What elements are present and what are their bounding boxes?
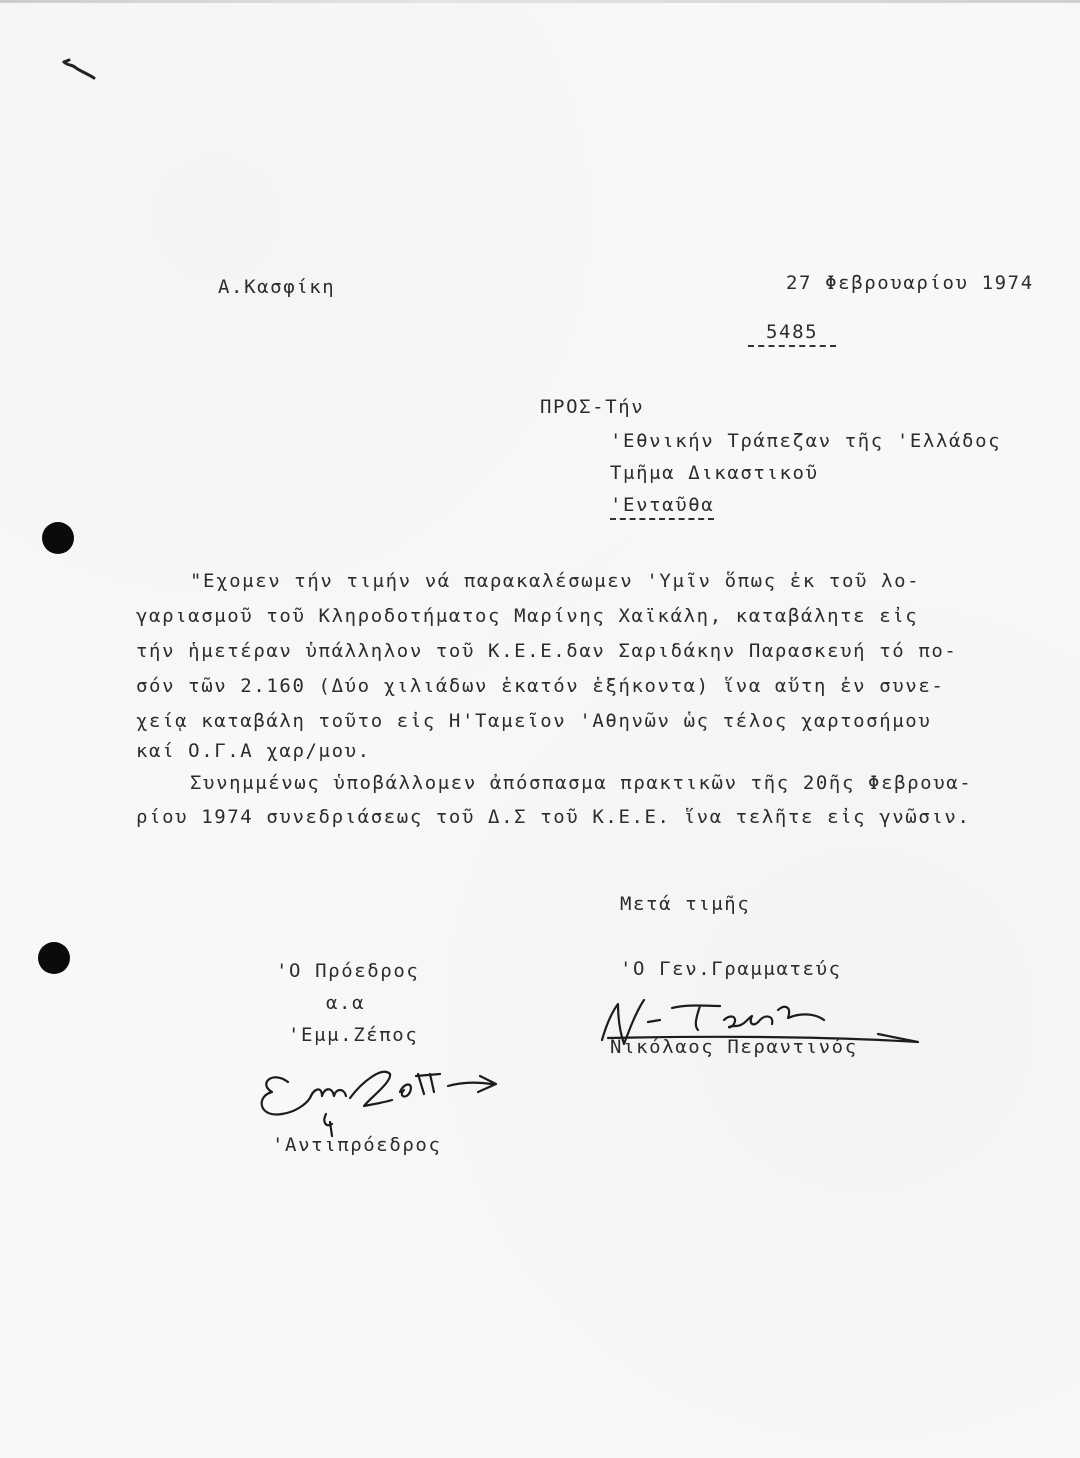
- recipient-location-value: 'Ενταῦθα: [610, 494, 714, 520]
- letter-date: 27 Φεβρουαρίου 1974: [786, 272, 1034, 294]
- reference-number: [748, 321, 836, 343]
- right-handwritten-signature: [588, 990, 928, 1060]
- reference-number-value: 5485: [748, 321, 836, 347]
- body-line-4: σόν τῶν 2.160 (Δύο χιλιάδων ἑκατόν ἑξήκοντα) ἵνα αὕτη ἐν συνε-: [136, 675, 945, 697]
- body-line-5: χείᾳ καταβάλη τοῦτο εἰς Η'Ταμεῖον 'Αθηνῶν ὡς τέλος χαρτοσήμου: [136, 710, 932, 732]
- sender-name: Α.Κασφίκη: [218, 276, 336, 298]
- recipient-bank: 'Εθνικήν Τράπεζαν τῆς 'Ελλάδος: [610, 430, 1002, 452]
- body-line-6: καί Ο.Γ.Α χαρ/μου.: [136, 740, 371, 762]
- recipient-department: Τμῆμα Δικαστικοῦ: [610, 462, 819, 484]
- left-signatory-name: 'Εμμ.Ζέπος: [288, 1024, 419, 1046]
- body-line-8: ρίου 1974 συνεδριάσεως τοῦ Δ.Σ τοῦ Κ.Ε.Ε. ἵνα τελῆτε εἰς γνῶσιν.: [136, 806, 971, 828]
- body-line-2: γαριασμοῦ τοῦ Κληροδοτήματος Μαρίνης Χαϊκάλη, καταβάλητε εἰς: [136, 605, 919, 627]
- body-line-1: "Εχομεν τήν τιμήν νά παρακαλέσωμεν 'Υμῖν ὅπως ἐκ τοῦ λο-: [190, 570, 921, 592]
- recipient-to-label: ΠΡΟΣ-Τήν: [540, 396, 645, 418]
- left-signatory-title: 'Ο Πρόεδρος: [276, 960, 420, 982]
- punch-hole-lower: [38, 942, 70, 974]
- top-edge-rule: [0, 0, 1080, 3]
- left-signatory-aa: α.α: [326, 992, 366, 1014]
- punch-hole-upper: [42, 522, 74, 554]
- body-line-7: Συνημμένως ὑποβάλλομεν ἀπόσπασμα πρακτικῶν τῆς 20ῆς Φεβρουα-: [190, 772, 973, 794]
- left-signatory-role: 'Αντιπρόεδρος: [272, 1134, 442, 1156]
- closing-salutation: Μετά τιμῆς: [620, 893, 751, 915]
- recipient-location: [610, 494, 714, 516]
- left-handwritten-signature: [252, 1052, 512, 1142]
- corner-pen-mark: [60, 52, 100, 82]
- right-signatory-name: Νικόλαος Περαντινός: [610, 1036, 858, 1058]
- right-signatory-title: 'Ο Γεν.Γραμματεύς: [620, 958, 842, 980]
- body-line-3: τήν ἡμετέραν ὑπάλληλον τοῦ Κ.Ε.Ε.δαν Σαριδάκην Παρασκευή τό πο-: [136, 640, 958, 662]
